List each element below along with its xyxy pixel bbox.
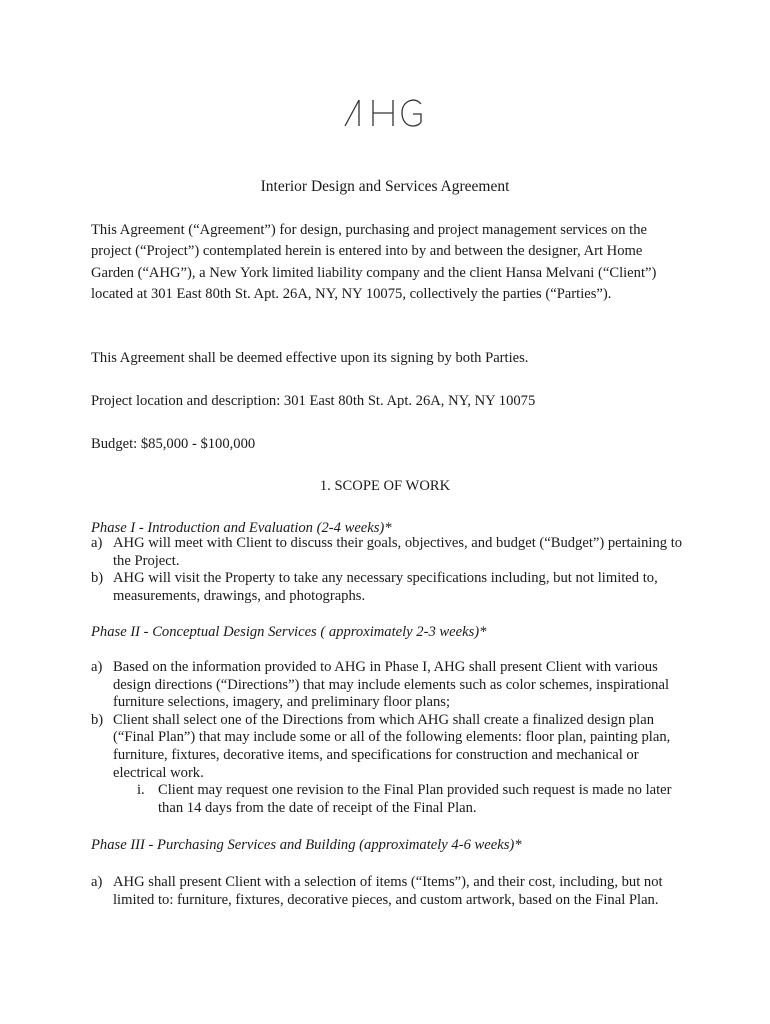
list-marker: a) <box>91 874 103 890</box>
list-item <box>91 570 683 605</box>
list-item-text: Client shall select one of the Directions from which AHG shall create a finalized design plan (“Final Plan”) that may include some or all of the following elements: floor plan, painting plan, furniture, fixtures, decorative items, and specifications for construction and mechanical or electrical work. <box>113 711 671 781</box>
phase2-heading: Phase II - Conceptual Design Services ( approximately 2-3 weeks)* <box>91 624 487 640</box>
list-marker: b) <box>91 711 104 728</box>
phase2-list <box>91 659 683 817</box>
list-item-text: Based on the information provided to AHG in Phase I, AHG shall present Client with various design directions (“Directions”) that may include elements such as color schemes, inspirational furniture selections, imagery, and preliminary floor plans; <box>113 659 670 711</box>
list-item-text: AHG will meet with Client to discuss their goals, objectives, and budget (“Budget”) pertaining to the Project. <box>113 535 683 569</box>
sub-list-marker: i. <box>137 782 145 799</box>
effective-paragraph: This Agreement shall be deemed effective upon its signing by both Parties. <box>91 350 529 366</box>
ahg-logo-mark <box>343 98 425 128</box>
list-marker: b) <box>91 570 104 587</box>
phase3-list <box>91 874 683 909</box>
phase1-heading: Phase I - Introduction and Evaluation (2-4 weeks)* <box>91 520 392 536</box>
list-item-text: AHG shall present Client with a selection of items (“Items”), and their cost, including, but not limited to: furniture, fixtures, decorative pieces, and custom artwork, based on the Final Plan. <box>113 874 663 908</box>
ahg-logo <box>343 98 425 128</box>
sub-list-item <box>91 782 683 817</box>
list-marker: a) <box>91 659 103 675</box>
list-item <box>91 535 683 570</box>
scope-heading: 1. SCOPE OF WORK <box>319 478 451 494</box>
list-marker: a) <box>91 535 103 551</box>
intro-paragraph: This Agreement (“Agreement”) for design, purchasing and project management services on the project (“Project”) contemplated herein is entered into by and between the designer, Art Home Garden (“AHG”), a New York limited liability company and the client Hansa Melvani (“Client”) located at 301 East 80th St. Apt. 26A, NY, NY 10075, collectively the parties (“Parties”). <box>91 222 657 302</box>
list-item <box>91 874 683 909</box>
phase1-list <box>91 535 683 605</box>
project-location: Project location and description: 301 East 80th St. Apt. 26A, NY, NY 10075 <box>91 393 536 409</box>
list-item <box>91 659 683 712</box>
budget-line: Budget: $85,000 - $100,000 <box>91 436 256 452</box>
sub-list-item-text: Client may request one revision to the Final Plan provided such request is made no later than 14 days from the date of receipt of the Final Plan. <box>158 782 672 816</box>
document-title: Interior Design and Services Agreement <box>260 178 510 195</box>
list-item-text: AHG will visit the Property to take any necessary specifications including, but not limited to, measurements, drawings, and photographs. <box>113 570 658 604</box>
phase3-heading: Phase III - Purchasing Services and Building (approximately 4-6 weeks)* <box>91 837 522 853</box>
list-item <box>91 712 683 782</box>
